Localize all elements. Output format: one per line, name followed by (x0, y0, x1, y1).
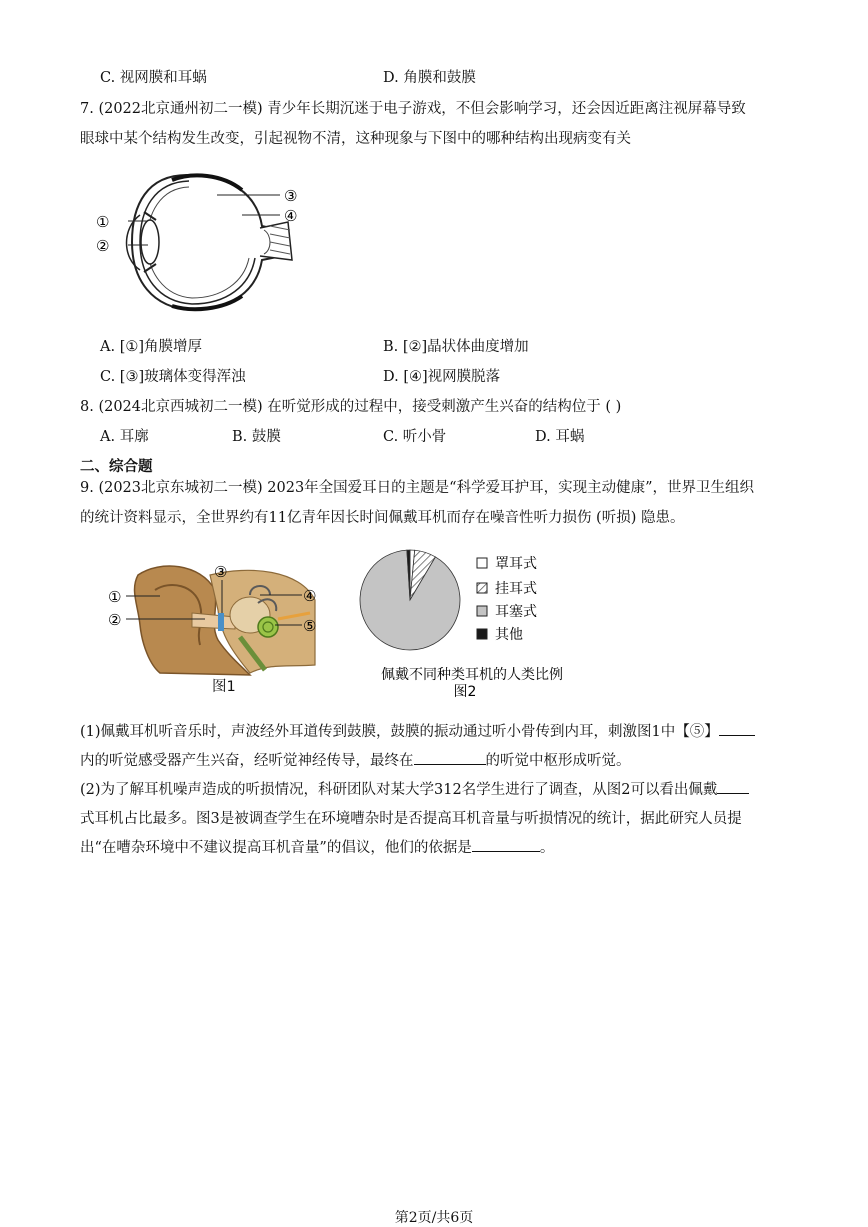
pie-title: 佩戴不同种类耳机的人类比例 (381, 667, 563, 683)
ear-label-5: ⑤ (303, 617, 317, 635)
eye-diagram (92, 160, 317, 320)
legend-swatch-earbud (477, 606, 487, 616)
q9-p2-text-c: 出“在嘈杂环境中不建议提高耳机音量”的倡议，他们的依据是 (80, 840, 472, 856)
legend-swatch-over-ear (477, 558, 487, 568)
pie-slices (360, 550, 460, 650)
q6-option-c: C. 视网膜和耳蜗 (100, 70, 207, 86)
ear-label-1: ① (108, 588, 122, 606)
q8-option-c: C. 听小骨 (383, 429, 447, 445)
q9-p1-text-a: (1)佩戴耳机听音乐时，声波经外耳道传到鼓膜，鼓膜的振动通过听小骨传到内耳，刺激图1中【⑤】 (80, 724, 719, 740)
ear-label-3: ③ (214, 563, 228, 581)
q7-stem-line2: 眼球中某个结构发生改变，引起视物不清，这种现象与下图中的哪种结构出现病变有关 (80, 131, 631, 147)
q9-p2-text-d: 。 (539, 840, 555, 856)
legend-swatch-ear-hook (477, 583, 487, 593)
legend-label-ear-hook: 挂耳式 (495, 581, 537, 597)
legend-label-over-ear: 罩耳式 (495, 556, 537, 572)
q9-stem-line2: 的统计资料显示，全世界约有11亿青年因长时间佩戴耳机而存在噪音性听力损伤 (听损) 隐患。 (80, 510, 685, 526)
answer-blank-1[interactable] (719, 721, 755, 736)
q8-option-b: B. 鼓膜 (232, 429, 281, 445)
eye-label-4: ④ (284, 207, 298, 225)
q9-p1-line1 (80, 720, 755, 741)
answer-blank-3[interactable] (717, 779, 749, 794)
q9-p2-line1 (80, 778, 749, 799)
answer-blank-4[interactable] (472, 837, 540, 852)
section-title: 二、综合题 (80, 459, 153, 475)
pie-chart (355, 545, 590, 700)
fig1-caption: 图1 (212, 679, 236, 695)
q9-p2-text-a: (2)为了解耳机噪声造成的听损情况，科研团队对某大学312名学生进行了调查，从图2可以看出佩戴 (80, 782, 718, 798)
q7-stem-line1: 7. (2022北京通州初二一模) 青少年长期沉迷于电子游戏，不但会影响学习，还会因近距离注视屏幕导致 (80, 101, 746, 117)
eye-label-2: ② (96, 237, 110, 255)
answer-blank-2[interactable] (414, 750, 486, 765)
page-footer: 第2页/共6页 (394, 1210, 474, 1226)
legend-label-other: 其他 (495, 627, 523, 643)
ear-label-2: ② (108, 611, 122, 629)
q9-p1-line2 (80, 749, 631, 770)
q7-option-b: B. [②]晶状体曲度增加 (383, 339, 529, 355)
fig2-caption: 图2 (453, 684, 477, 700)
q9-p2-line3 (80, 836, 554, 857)
q8-stem: 8. (2024北京西城初二一模) 在听觉形成的过程中，接受刺激产生兴奋的结构位于 ( ) (80, 399, 622, 415)
q7-option-d: D. [④]视网膜脱落 (383, 369, 501, 385)
legend-label-earbud: 耳塞式 (495, 604, 537, 620)
q9-p1-text-c: 的听觉中枢形成听觉。 (485, 753, 631, 769)
legend-swatch-other (477, 629, 487, 639)
q9-stem-line1: 9. (2023北京东城初二一模) 2023年全国爱耳日的主题是“科学爱耳护耳，实现主动健康”，世界卫生组织 (80, 480, 754, 496)
q8-option-d: D. 耳蜗 (535, 429, 585, 445)
q6-option-d: D. 角膜和鼓膜 (383, 70, 476, 86)
q9-p2-line2: 式耳机占比最多。图3是被调查学生在环境嘈杂时是否提高耳机音量与听损情况的统计，据此研究人员提 (80, 811, 742, 827)
q9-p1-text-b: 内的听觉感受器产生兴奋，经听觉神经传导，最终在 (80, 753, 414, 769)
q8-option-a: A. 耳廓 (100, 429, 149, 445)
q7-option-a: A. [①]角膜增厚 (100, 339, 203, 355)
q7-option-c: C. [③]玻璃体变得浑浊 (100, 369, 246, 385)
ear-label-4: ④ (303, 587, 317, 605)
pie-legend (477, 556, 537, 643)
eye-label-1: ① (96, 213, 110, 231)
eye-label-3: ③ (284, 187, 298, 205)
